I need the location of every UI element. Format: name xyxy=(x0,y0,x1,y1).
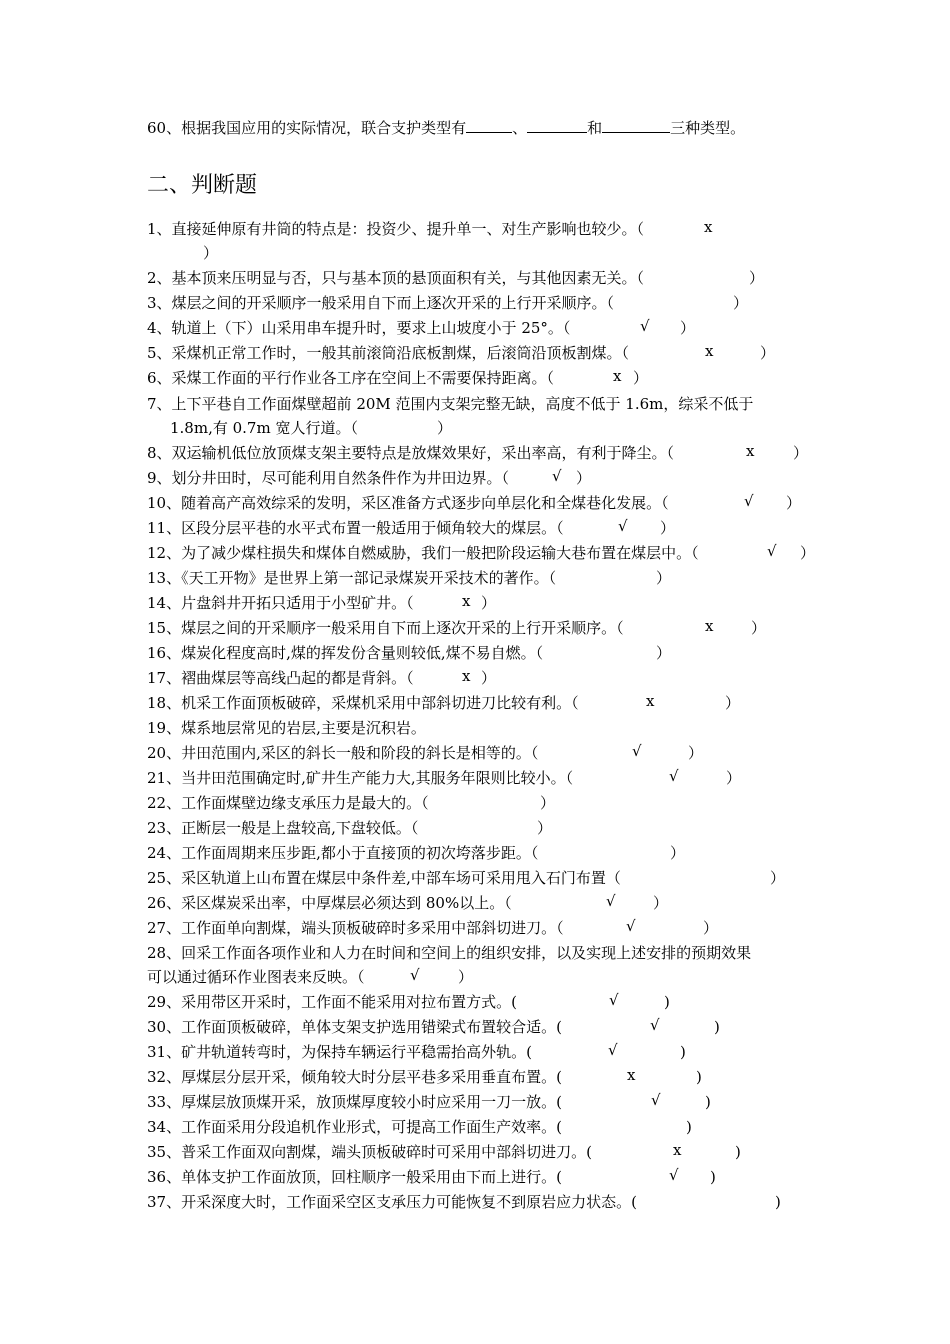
list-item xyxy=(147,1117,562,1137)
list-item xyxy=(147,1067,562,1087)
item-text: 8、双运输机低位放顶煤支架主要特点是放煤效果好，采出率高，有利于降尘。（ xyxy=(147,444,675,462)
item-text: 3、煤层之间的开采顺序一般采用自下而上逐次开采的上行开采顺序。（ xyxy=(147,294,615,312)
list-item xyxy=(147,543,699,563)
list-item xyxy=(147,693,579,713)
close-paren: ) xyxy=(735,1143,741,1161)
item-text: 15、煤层之间的开采顺序一般采用自下而上逐次开采的上行开采顺序。（ xyxy=(147,619,624,637)
list-item xyxy=(147,268,644,288)
answer-mark: x xyxy=(746,442,755,460)
close-paren: ） xyxy=(481,669,497,687)
list-item xyxy=(147,1142,592,1162)
list-item xyxy=(147,468,509,488)
blank-1[interactable] xyxy=(466,118,512,133)
list-item xyxy=(147,1092,562,1112)
item-text: 10、随着高产高效综采的发明，采区准备方式逐步向单层化和全煤巷化发展。（ xyxy=(147,494,669,512)
item-text: 23、正断层一般是上盘较高,下盘较低。（ xyxy=(147,819,419,837)
answer-mark: x xyxy=(627,1066,636,1084)
close-paren: ） xyxy=(653,894,669,912)
answer-mark: √ xyxy=(552,467,562,485)
close-paren: ） xyxy=(670,844,686,862)
list-item xyxy=(147,943,751,963)
item-text: 22、工作面煤壁边缘支承压力是最大的。（ xyxy=(147,794,429,812)
list-item xyxy=(147,293,614,313)
item-continuation xyxy=(170,418,358,438)
answer-mark: √ xyxy=(767,542,777,560)
list-item xyxy=(147,793,429,813)
list-item xyxy=(147,343,629,363)
close-paren: ） xyxy=(725,694,741,712)
q60-prefix: 60、根据我国应用的实际情况，联合支护类型有 xyxy=(147,119,467,137)
item-text: 32、厚煤层分层开采，倾角较大时分层平巷多采用垂直布置。( xyxy=(147,1068,562,1086)
close-paren: ） xyxy=(688,744,704,762)
item-text: 14、片盘斜井开拓只适用于小型矿井。（ xyxy=(147,594,414,612)
close-paren: ) xyxy=(710,1168,716,1186)
item-text: 1、直接延伸原有井筒的特点是：投资少、提升单一、对生产影响也较少。（ xyxy=(147,220,645,238)
answer-mark: √ xyxy=(651,1091,661,1109)
list-item xyxy=(147,618,624,638)
close-paren: ） xyxy=(576,469,592,487)
answer-mark: x xyxy=(673,1141,682,1159)
list-item xyxy=(147,318,570,338)
list-item xyxy=(147,668,414,688)
item-text: 30、工作面顶板破碎，单体支架支护选用错梁式布置较合适。( xyxy=(147,1018,562,1036)
answer-mark: √ xyxy=(632,742,642,760)
close-paren: ） xyxy=(800,544,816,562)
close-paren: ） xyxy=(660,519,676,537)
list-item xyxy=(147,868,621,888)
answer-mark: √ xyxy=(669,767,679,785)
item-text: 7、上下平巷自工作面煤壁超前 20M 范围内支架完整无缺，高度不低于 1.6m，综采不低于 xyxy=(147,395,754,413)
blank-3[interactable] xyxy=(602,118,670,133)
close-paren: ） xyxy=(751,619,767,637)
list-item xyxy=(147,768,573,788)
item-text: 24、工作面周期来压步距,都小于直接顶的初次垮落步距。（ xyxy=(147,844,539,862)
list-item xyxy=(147,1042,532,1062)
question-60 xyxy=(147,118,745,138)
list-item xyxy=(147,743,538,763)
item-text: 26、采区煤炭采出率，中厚煤层必须达到 80%以上。（ xyxy=(147,894,512,912)
item-text: 16、煤炭化程度高时,煤的挥发份含量则较低,煤不易自燃。（ xyxy=(147,644,544,662)
item-text: 可以通过循环作业图表来反映。（ xyxy=(147,968,365,986)
item-text: 20、井田范围内,采区的斜长一般和阶段的斜长是相等的。（ xyxy=(147,744,539,762)
answer-mark: x xyxy=(705,342,714,360)
close-paren: ） xyxy=(760,344,776,362)
list-item xyxy=(147,718,426,738)
blank-2[interactable] xyxy=(527,118,587,133)
item-text: 31、矿井轨道转弯时，为保持车辆运行平稳需抬高外轨。( xyxy=(147,1043,532,1061)
answer-mark: √ xyxy=(650,1016,660,1034)
item-text: 1.8m,有 0.7m 宽人行道。（ xyxy=(170,419,358,437)
close-paren: ) xyxy=(714,1018,720,1036)
close-paren: ） xyxy=(458,968,474,986)
answer-mark: x xyxy=(462,592,471,610)
close-paren: ) xyxy=(686,1118,692,1136)
item-text: 36、单体支护工作面放顶，回柱顺序一般采用由下而上进行。( xyxy=(147,1168,562,1186)
list-item xyxy=(147,992,517,1012)
close-paren: ） xyxy=(656,569,672,587)
list-item xyxy=(147,443,674,463)
answer-mark: √ xyxy=(609,991,619,1009)
answer-mark: √ xyxy=(669,1166,679,1184)
close-paren: ） xyxy=(203,244,219,262)
answer-mark: √ xyxy=(626,917,636,935)
item-text: 35、普采工作面双向割煤，端头顶板破碎时可采用中部斜切进刀。( xyxy=(147,1143,592,1161)
close-paren: ） xyxy=(786,494,802,512)
answer-mark: √ xyxy=(608,1041,618,1059)
answer-mark: x xyxy=(704,218,713,236)
list-item xyxy=(147,394,753,414)
answer-mark: x xyxy=(613,367,622,385)
close-paren: ） xyxy=(656,644,672,662)
item-text: 2、基本顶来压明显与否，只与基本顶的悬顶面积有关，与其他因素无关。（ xyxy=(147,269,645,287)
list-item xyxy=(147,818,418,838)
item-text: 19、煤系地层常见的岩层,主要是沉积岩。 xyxy=(147,719,426,737)
item-text: 21、当井田范围确定时,矿井生产能力大,其服务年限则比较小。（ xyxy=(147,769,574,787)
item-text: 33、厚煤层放顶煤开采，放顶煤厚度较小时应采用一刀一放。( xyxy=(147,1093,562,1111)
list-item xyxy=(147,1192,637,1212)
close-paren: ） xyxy=(537,819,553,837)
item-text: 37、开采深度大时，工作面采空区支承压力可能恢复不到原岩应力状态。( xyxy=(147,1193,637,1211)
q60-suffix: 三种类型。 xyxy=(670,119,746,137)
close-paren: ） xyxy=(726,769,742,787)
answer-mark: √ xyxy=(640,317,650,335)
section-heading: 二、判断题 xyxy=(147,173,258,198)
close-paren: ) xyxy=(696,1068,702,1086)
q60-sep1: 、 xyxy=(512,119,528,137)
item-text: 4、轨道上（下）山采用串车提升时，要求上山坡度小于 25°。（ xyxy=(147,319,571,337)
item-text: 6、采煤工作面的平行作业各工序在空间上不需要保持距离。（ xyxy=(147,369,555,387)
item-text: 18、机采工作面顶板破碎，采煤机采用中部斜切进刀比较有利。（ xyxy=(147,694,579,712)
list-item xyxy=(147,568,556,588)
close-paren: ） xyxy=(633,369,649,387)
close-paren: ） xyxy=(793,444,809,462)
close-paren: ） xyxy=(749,269,765,287)
item-text: 29、采用带区开采时，工作面不能采用对拉布置方式。( xyxy=(147,993,517,1011)
q60-sep2: 和 xyxy=(587,119,603,137)
answer-mark: √ xyxy=(606,892,616,910)
close-paren: ) xyxy=(664,993,670,1011)
close-paren: ） xyxy=(481,594,497,612)
close-paren: ） xyxy=(540,794,556,812)
close-paren: ） xyxy=(437,419,453,437)
item-text: 25、采区轨道上山布置在煤层中条件差,中部车场可采用甩入石门布置（ xyxy=(147,869,621,887)
list-item xyxy=(147,918,564,938)
item-text: 12、为了减少煤柱损失和煤体自燃威胁，我们一般把阶段运输大巷布置在煤层中。（ xyxy=(147,544,699,562)
item-continuation xyxy=(147,967,365,987)
answer-mark: x xyxy=(462,667,471,685)
item-text: 13、《天工开物》是世界上第一部记录煤炭开采技术的著作。（ xyxy=(147,569,557,587)
item-text: 27、工作面单向割煤，端头顶板破碎时多采用中部斜切进刀。（ xyxy=(147,919,564,937)
list-item xyxy=(147,843,538,863)
answer-mark: x xyxy=(705,617,714,635)
close-paren: ） xyxy=(770,869,786,887)
answer-mark: √ xyxy=(618,517,628,535)
list-item xyxy=(147,1167,562,1187)
close-paren: ) xyxy=(705,1093,711,1111)
item-text: 17、褶曲煤层等高线凸起的都是背斜。（ xyxy=(147,669,414,687)
list-item xyxy=(147,518,564,538)
list-item xyxy=(147,368,554,388)
answer-mark: √ xyxy=(744,492,754,510)
list-item xyxy=(147,893,512,913)
close-paren: ） xyxy=(733,294,749,312)
close-paren: ） xyxy=(703,919,719,937)
list-item xyxy=(147,643,543,663)
list-item xyxy=(147,593,414,613)
list-item xyxy=(147,1017,562,1037)
item-text: 9、划分井田时，尽可能利用自然条件作为井田边界。（ xyxy=(147,469,510,487)
item-text: 28、回采工作面各项作业和人力在时间和空间上的组织安排，以及实现上述安排的预期效果 xyxy=(147,944,752,962)
answer-mark: x xyxy=(646,692,655,710)
item-text: 34、工作面采用分段追机作业形式，可提高工作面生产效率。( xyxy=(147,1118,562,1136)
close-paren: ) xyxy=(680,1043,686,1061)
close-paren: ） xyxy=(680,319,696,337)
list-item xyxy=(147,219,644,239)
close-paren: ) xyxy=(775,1193,781,1211)
item-text: 5、采煤机正常工作时，一般其前滚筒沿底板割煤，后滚筒沿顶板割煤。（ xyxy=(147,344,630,362)
item-text: 11、区段分层平巷的水平式布置一般适用于倾角较大的煤层。（ xyxy=(147,519,564,537)
list-item xyxy=(147,493,669,513)
answer-mark: √ xyxy=(410,966,420,984)
